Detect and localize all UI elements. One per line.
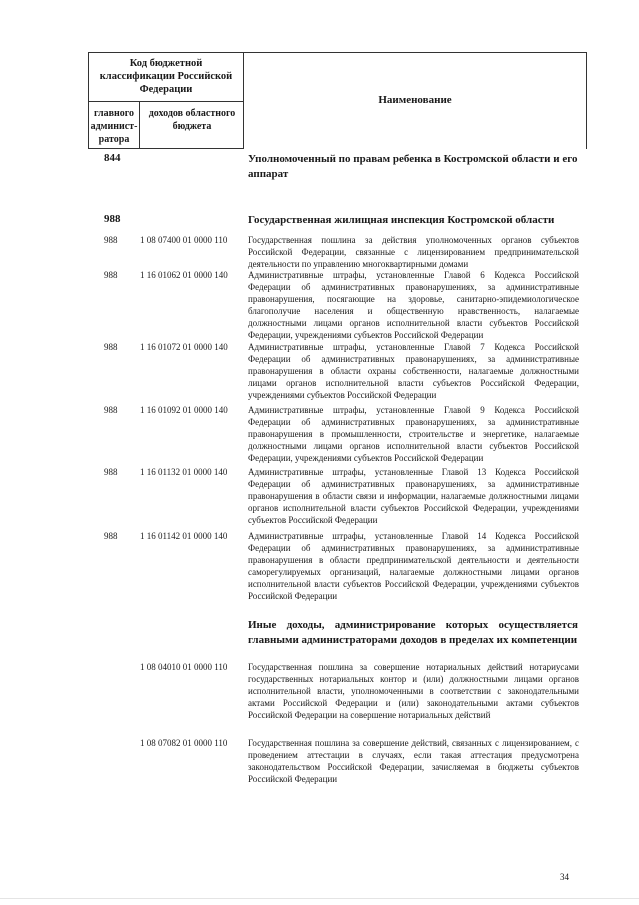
header-divider-admin (139, 101, 140, 149)
page-number: 34 (560, 872, 569, 882)
section-title-844: Уполномоченный по правам ребенка в Костромской области и его аппарат (248, 153, 578, 180)
row-admin-code: 988 (104, 531, 118, 541)
row-kbk-code: 1 16 01072 01 0000 140 (140, 342, 228, 352)
row-admin-code: 988 (104, 270, 118, 280)
row-kbk-code: 1 08 07400 01 0000 110 (140, 235, 228, 245)
header-group-underline (88, 101, 243, 102)
row-kbk-code: 1 16 01062 01 0000 140 (140, 270, 228, 280)
row-kbk-code: 1 16 01142 01 0000 140 (140, 531, 228, 541)
header-top-border (88, 52, 587, 53)
table-header (88, 52, 587, 149)
row-admin-code: 988 (104, 235, 118, 245)
row-name: Административные штрафы, установленные Главой 6 Кодекса Российской Федерации об административных правонарушениях, за административные правонарушения, посягающие на здоровье, санитарно-эпидемиологическое благополучие населения и общественную нравственность, налагаемые должностными лицами органов исполнительной власти субъектов Российской Федерации, учреждениями субъектов Российской Федерации (248, 270, 579, 340)
section-code-988: 988 (104, 213, 121, 225)
section-title-988: Государственная жилищная инспекция Костромской области (248, 214, 555, 226)
header-right-border (586, 52, 587, 149)
header-admin-col: главного админист-ратора (90, 108, 138, 145)
row-kbk-code: 1 08 04010 01 0000 110 (140, 662, 228, 672)
row-admin-code: 988 (104, 467, 118, 477)
row-name: Административные штрафы, установленные Главой 7 Кодекса Российской Федерации об административных правонарушениях, за административные правонарушения в области охраны собственности, налагаемые должностными лицами органов исполнительной власти субъектов Российской Федерации, учреждениями субъектов Российской Федерации (248, 342, 579, 400)
row-admin-code: 988 (104, 405, 118, 415)
row-name: Административные штрафы, установленные Главой 13 Кодекса Российской Федерации об административных правонарушениях, за административные правонарушения в области связи и информации, налагаемые должностными лицами органов исполнительной власти субъектов Российской Федерации, учреждениями субъектов Российской Федерации (248, 467, 579, 525)
page-bottom-edge (0, 898, 639, 899)
row-name: Государственная пошлина за совершение действий, связанных с лицензированием, с проведением аттестации в случаях, если такая аттестация предусмотрена законодательством Российской Федерации, зачисляемая в бюджеты субъектов Российской Федерации (248, 738, 579, 784)
header-bottom-border (88, 148, 243, 149)
row-name: Административные штрафы, установленные Главой 9 Кодекса Российской Федерации об административных правонарушениях, за административные правонарушения в промышленности, строительстве и энергетике, налагаемые должностными лицами органов исполнительной власти субъектов Российской Федерации, учреждениями субъектов Российской Федерации (248, 405, 579, 463)
section-title-other-income: Иные доходы, администрирование которых осуществляется главными администраторами доходов в пределах их компетенции (248, 619, 578, 646)
row-kbk-code: 1 16 01132 01 0000 140 (140, 467, 228, 477)
row-admin-code: 988 (104, 342, 118, 352)
row-name: Административные штрафы, установленные Главой 14 Кодекса Российской Федерации об административных правонарушениях, за административные правонарушения в области предпринимательской деятельности и деятельности саморегулируемых организаций, налагаемые должностными лицами органов исполнительной власти субъектов Российской Федерации, учреждениями субъектов Российской Федерации (248, 531, 579, 601)
row-name: Государственная пошлина за действия уполномоченных органов субъектов Российской Федерации, связанные с лицензированием предпринимательской деятельности по управлению многоквартирными домами (248, 235, 579, 269)
row-kbk-code: 1 08 07082 01 0000 110 (140, 738, 228, 748)
section-code-844: 844 (104, 152, 121, 164)
header-income-col: доходов областного бюджета (148, 108, 236, 132)
header-name-col: Наименование (378, 94, 452, 106)
header-code-group: Код бюджетной классификации Российской Федерации (99, 58, 233, 95)
row-kbk-code: 1 16 01092 01 0000 140 (140, 405, 228, 415)
row-name: Государственная пошлина за совершение нотариальных действий нотариусами государственных нотариальных контор и (или) должностными лицами органов исполнительной власти, уполномоченными в соответствии с законодательными актами Российской Федерации и (или) законодательными актами субъектов Российской Федерации на совершение нотариальных действий (248, 662, 579, 720)
